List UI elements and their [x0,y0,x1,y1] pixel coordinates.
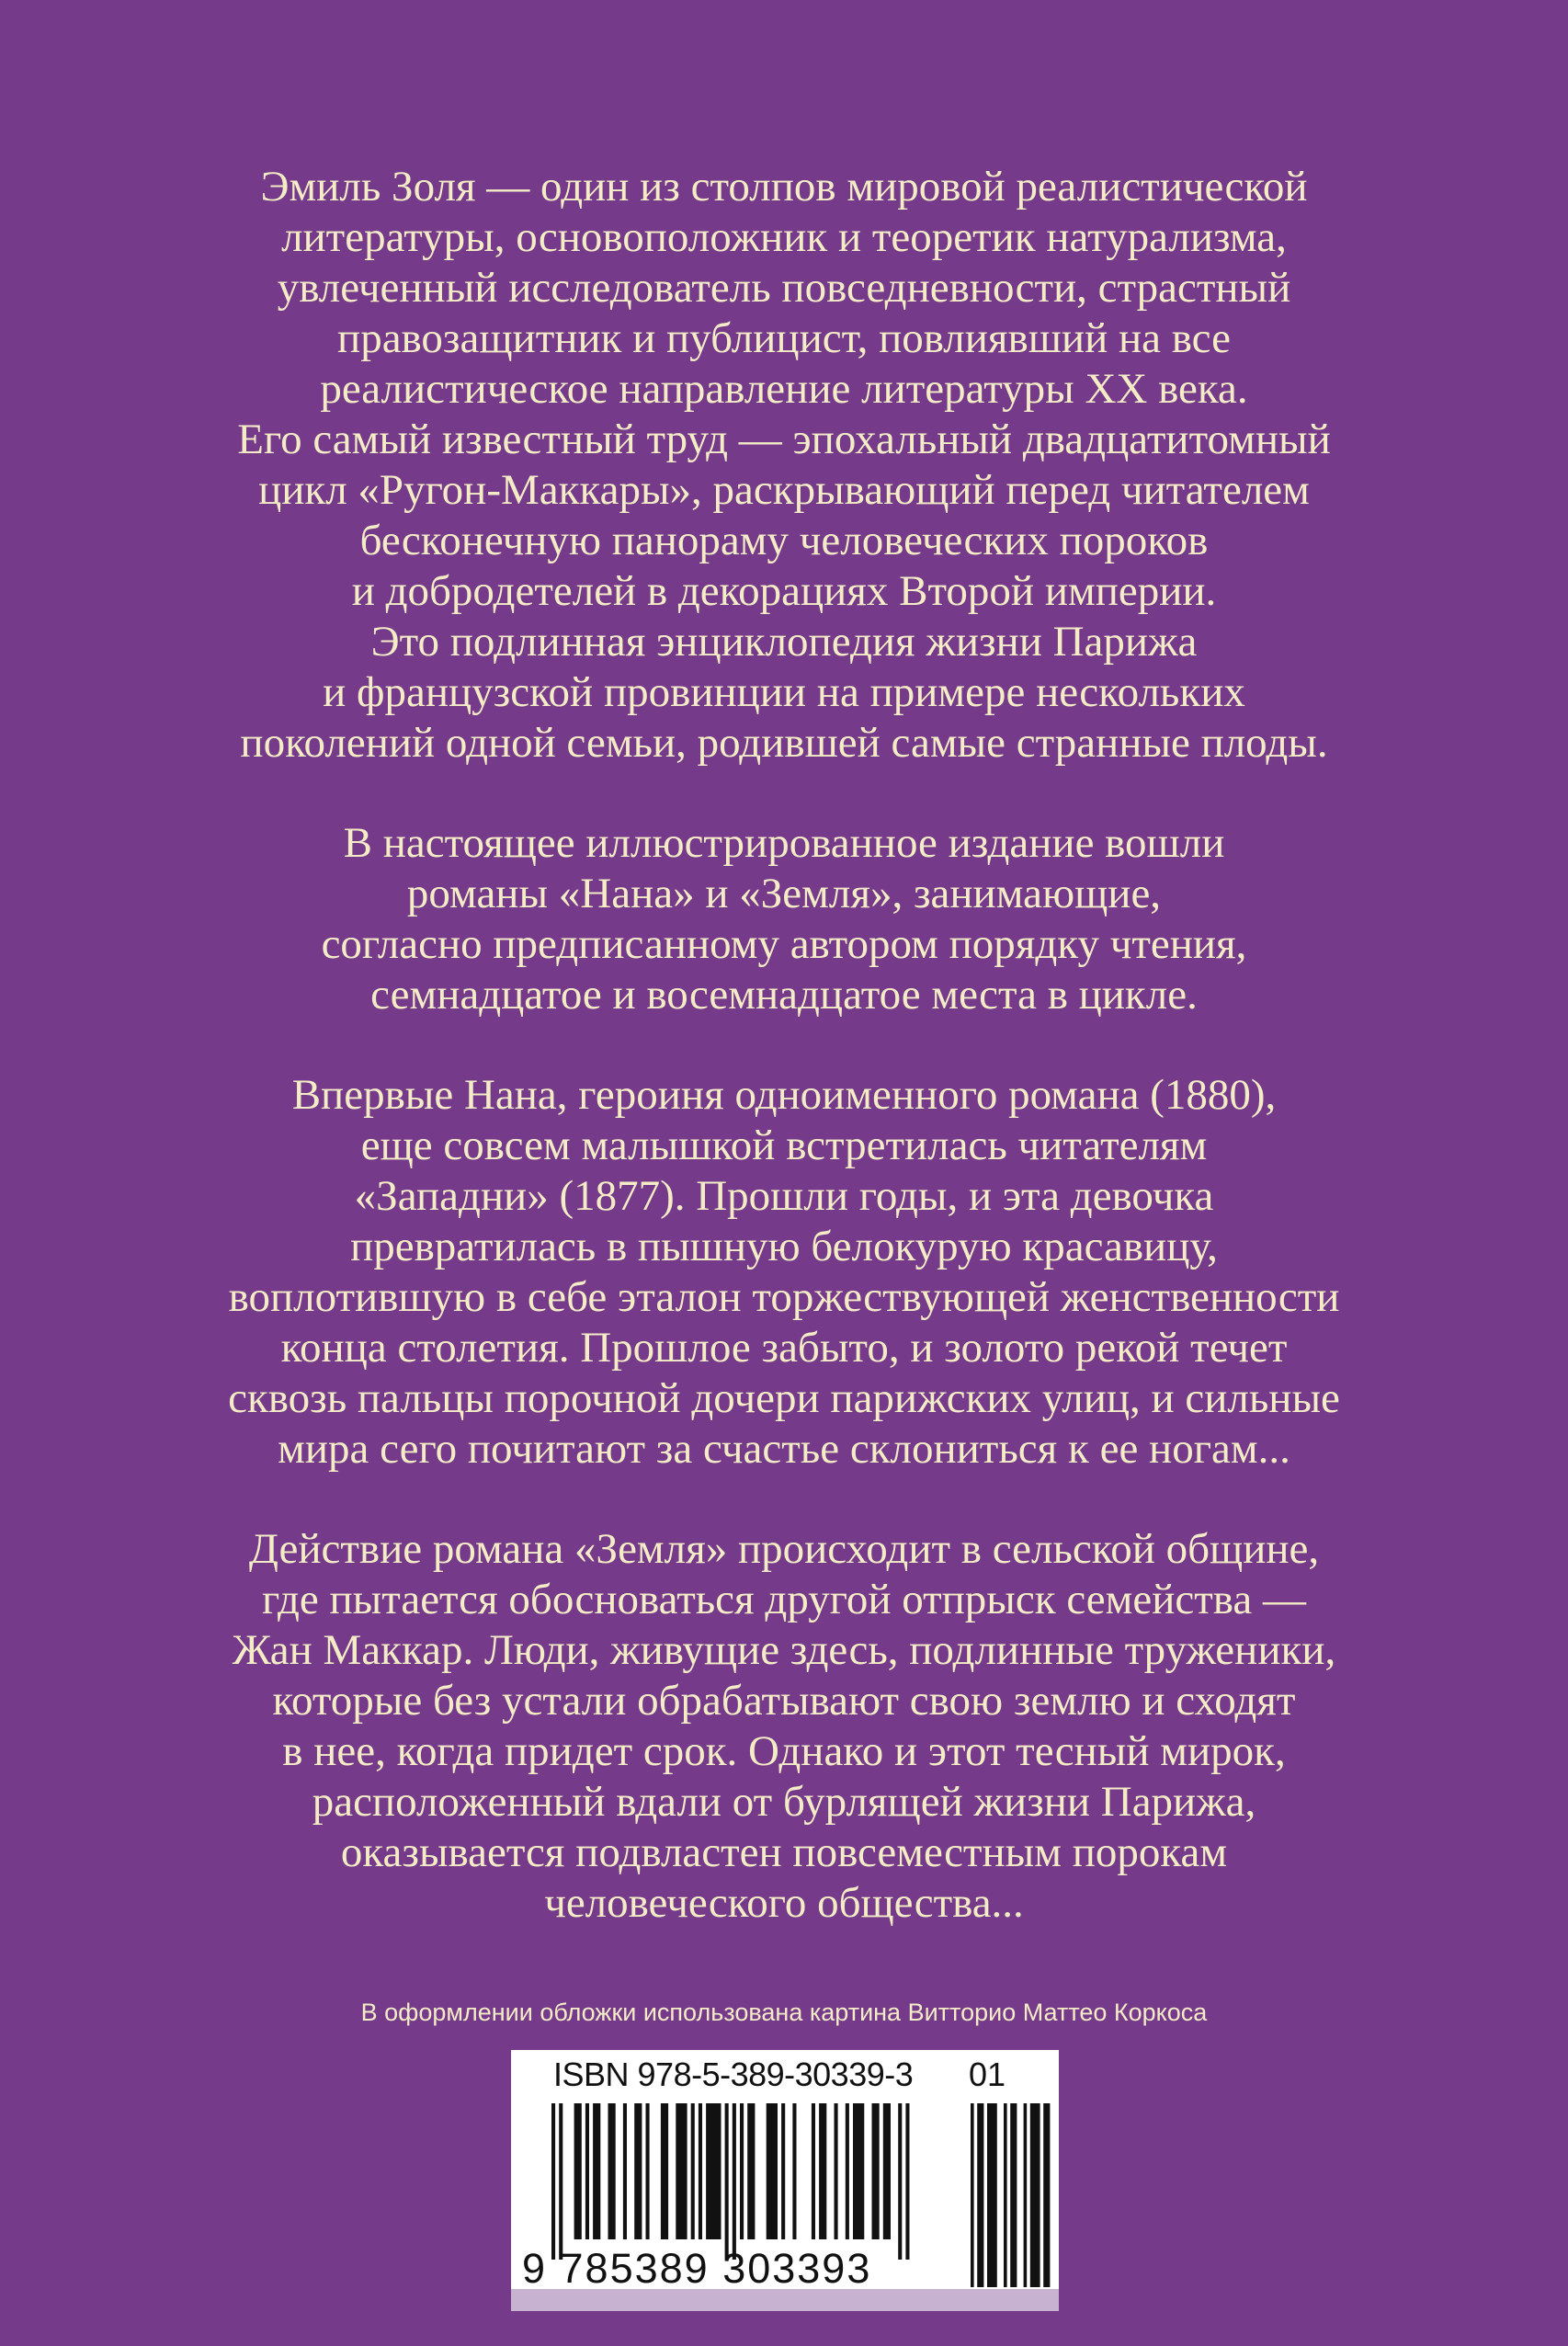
text-line: превратилась в пышную белокурую красавицу, [350,1223,1218,1270]
barcode-bar [792,2103,796,2239]
text-line: Его самый известный труд — эпохальный двадцатитомный [237,416,1331,463]
barcode-bar [691,2103,695,2239]
text-line: Эмиль Золя — один из столпов мировой реалистической [260,163,1308,211]
cover-art-credit: В оформлении обложки использована картина Витторио Маттео Коркоса [360,1999,1208,2026]
barcode-bar [608,2103,616,2239]
paragraph-author-intro [0,162,1568,769]
text-line: правозащитник и публицист, повлиявший на все [337,314,1231,362]
text-line: сквозь пальцы порочной дочери парижских улиц, и сильные [228,1374,1340,1422]
isbn-addon-code: 01 [969,2056,1006,2093]
text-line: мира сего почитают за счастье склониться к ее ногам... [278,1425,1290,1473]
barcode-addon-bar [977,2103,983,2287]
barcode-addon-bar [987,2103,997,2287]
text-line: воплотившую в себе эталон торжествующей женственности [228,1273,1340,1321]
text-line: расположенный вдали от бурлящей жизни Парижа, [312,1778,1256,1826]
barcode-bar [835,2103,838,2239]
barcode-bar [733,2103,736,2260]
text-line: Действие романа «Земля» происходит в сельской общине, [248,1525,1320,1573]
text-line: где пытается обосноваться другой отпрыск семейства — [262,1576,1306,1623]
text-line: оказывается подвластен повсеместным порокам [340,1828,1228,1876]
text-line: в нее, когда придет срок. Однако и этот тесный мирок, [282,1727,1286,1775]
barcode-bar [559,2103,562,2260]
isbn-label: ISBN 978-5-389-30339-3 [553,2056,914,2093]
barcode-bar [661,2103,668,2239]
barcode-bar [623,2103,627,2239]
barcode-addon-bar [1004,2103,1007,2287]
text-line: поколений одной семьи, родившей самые странные плоды. [240,719,1328,767]
text-line: человеческого общества... [544,1879,1024,1927]
barcode-bar [747,2103,755,2239]
barcode-bar [883,2103,891,2239]
text-line: которые без устали обрабатывают свою землю и сходят [272,1677,1296,1725]
barcode-bar [574,2103,582,2239]
text-line: цикл «Ругон-Маккары», раскрывающий перед читателем [258,466,1310,514]
text-line: Впервые Нана, героиня одноименного романа (1880), [291,1071,1277,1119]
barcode-bar [812,2103,815,2239]
barcode-bar [767,2103,778,2239]
paragraph-zemlya [0,1524,1568,1929]
barcode-bar [699,2103,702,2239]
barcode-addon-bar [1043,2103,1050,2287]
barcode-addon-bar [1024,2103,1028,2287]
barcode-bar [634,2103,642,2239]
text-line: еще совсем малышкой встретилась читателям [360,1122,1208,1169]
text-line: увлеченный исследователь повседневности, страстный [277,264,1291,312]
text-line: Жан Маккар. Люди, живущие здесь, подлинные труженики, [232,1626,1336,1674]
barcode-bar [781,2103,785,2239]
text-line: романы «Нана» и «Земля», занимающие, [406,870,1162,917]
barcode-bar [872,2103,880,2239]
barcode-bar [585,2103,589,2239]
barcode-bar [551,2103,555,2260]
barcode-bar [905,2103,909,2260]
isbn-barcode [511,2050,1059,2311]
annotation-text [0,162,1568,1978]
barcode-bar [740,2103,744,2239]
barcode-addon-bar [1030,2103,1040,2287]
barcode-addon-bar [971,2103,974,2287]
text-line: «Западни» (1877). Прошли годы, и эта девочка [354,1172,1214,1220]
text-line: В настоящее иллюстрированное издание вошли [343,819,1225,867]
text-line: семнадцатое и восемнадцатое места в цикле. [370,971,1198,1019]
paragraph-nana [0,1070,1568,1475]
text-line: реалистическое направление литературы XX века. [320,365,1248,413]
barcode-bar [646,2103,650,2239]
text-line: Это подлинная энциклопедия жизни Парижа [370,618,1198,666]
text-line: и добродетелей в декорациях Второй империи. [351,567,1217,615]
barcode-bar [593,2103,600,2239]
barcode-digits: 9 785389 303393 [522,2245,872,2292]
barcode-bar [853,2103,864,2239]
barcode-bar [819,2103,826,2239]
barcode-bar [846,2103,849,2239]
text-line: литературы, основоположник и теоретик натурализма, [281,213,1287,261]
barcode-bar [706,2103,721,2239]
barcode-bar [676,2103,687,2239]
text-line: конца столетия. Прошлое забыто, и золото рекой течет [280,1324,1288,1372]
barcode-bar [725,2103,729,2260]
text-line: бесконечную панораму человеческих пороков [359,517,1209,564]
text-line: согласно предписанному автором порядку чтения, [321,920,1247,968]
barcode-addon-bar [1010,2103,1017,2287]
paragraph-edition-contents [0,818,1568,1020]
text-line: и французской провинции на примере нескольких [323,668,1245,716]
barcode-bar [898,2103,902,2260]
